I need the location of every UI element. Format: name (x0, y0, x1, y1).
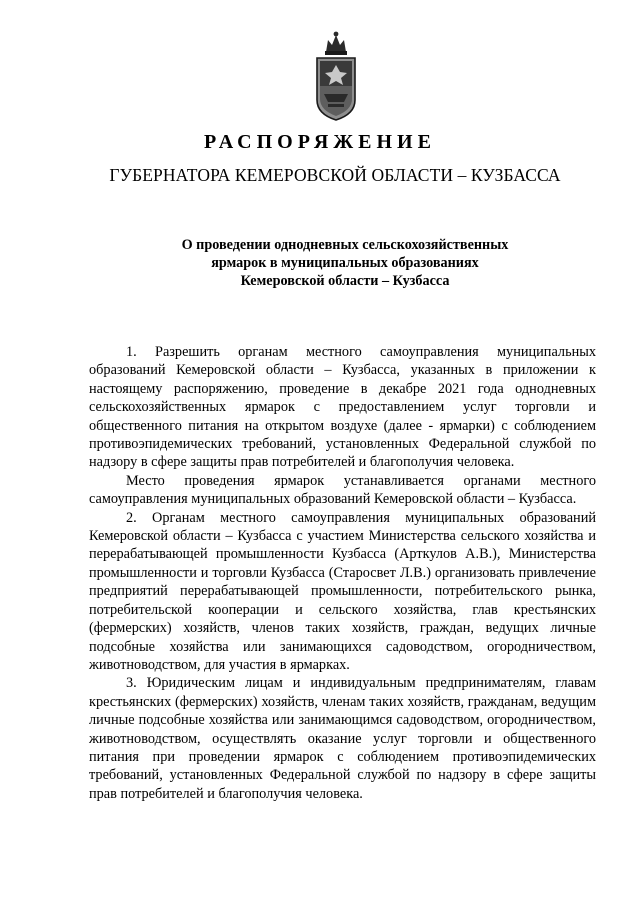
body-paragraph: 3. Юридическим лицам и индивидуальным предпринимателям, главам крестьянских (фермерских) хозяйств, членам таких хозяйств, гражданам, ведущим личные подсобные хозяйства или занимающимся садоводством, огородничеством, животноводством, осуществлять оказание услуг торговли и общественного питания при проведении ярмарок с соблюдением противоэпидемических требований, установленных Федеральной службой по надзору в сфере защиты прав потребителей и благополучия человека. (89, 675, 596, 802)
body-paragraph: 1. Разрешить органам местного самоуправления муниципальных образований Кемеровской области – Кузбасса, указанных в приложении к настоящему распоряжению, проведение в декабре 2021 года однодневных сельскохозяйственных ярмарок с предоставлением услуг торговли и общественного питания на открытом воздухе (далее - ярмарки) с соблюдением противоэпидемических требований, установленных Федеральной службой по надзору в сфере защиты прав потребителей и благополучия человека. (89, 344, 596, 471)
coat-of-arms-emblem (314, 30, 358, 122)
issuer-heading: ГУБЕРНАТОРА КЕМЕРОВСКОЙ ОБЛАСТИ – КУЗБАССА (109, 165, 561, 185)
document-title (0, 236, 640, 290)
body-paragraph: Место проведения ярмарок устанавливается органами местного самоуправления муниципальных образований Кемеровской области – Кузбасса. (89, 472, 596, 508)
shield-icon (317, 58, 355, 120)
title-line: Кемеровской области – Кузбасса (240, 273, 450, 289)
title-line: О проведении однодневных сельскохозяйственных (181, 237, 509, 253)
body-paragraph: 2. Органам местного самоуправления муниципальных образований Кемеровской области – Кузбасса с участием Министерства сельского хозяйства и перерабатывающей промышленности Кузбасса (Арткулов А.В.), Министерства промышленности и торговли Кузбасса (Старосвет Л.В.) организовать привлечение предприятий перерабатывающей промышленности, потребительского рынка, потребительской кооперации и сельского хозяйства, глав крестьянских (фермерских) хозяйств, членов таких хозяйств, граждан, ведущих личные подсобные хозяйства или занимающихся садоводством, огородничеством, животноводством, для участия в ярмарках. (89, 509, 596, 673)
title-line: ярмарок в муниципальных образованиях (211, 255, 479, 271)
document-type-heading: РАСПОРЯЖЕНИЕ (204, 131, 436, 153)
crown-icon (325, 32, 347, 55)
document-body (89, 343, 596, 803)
